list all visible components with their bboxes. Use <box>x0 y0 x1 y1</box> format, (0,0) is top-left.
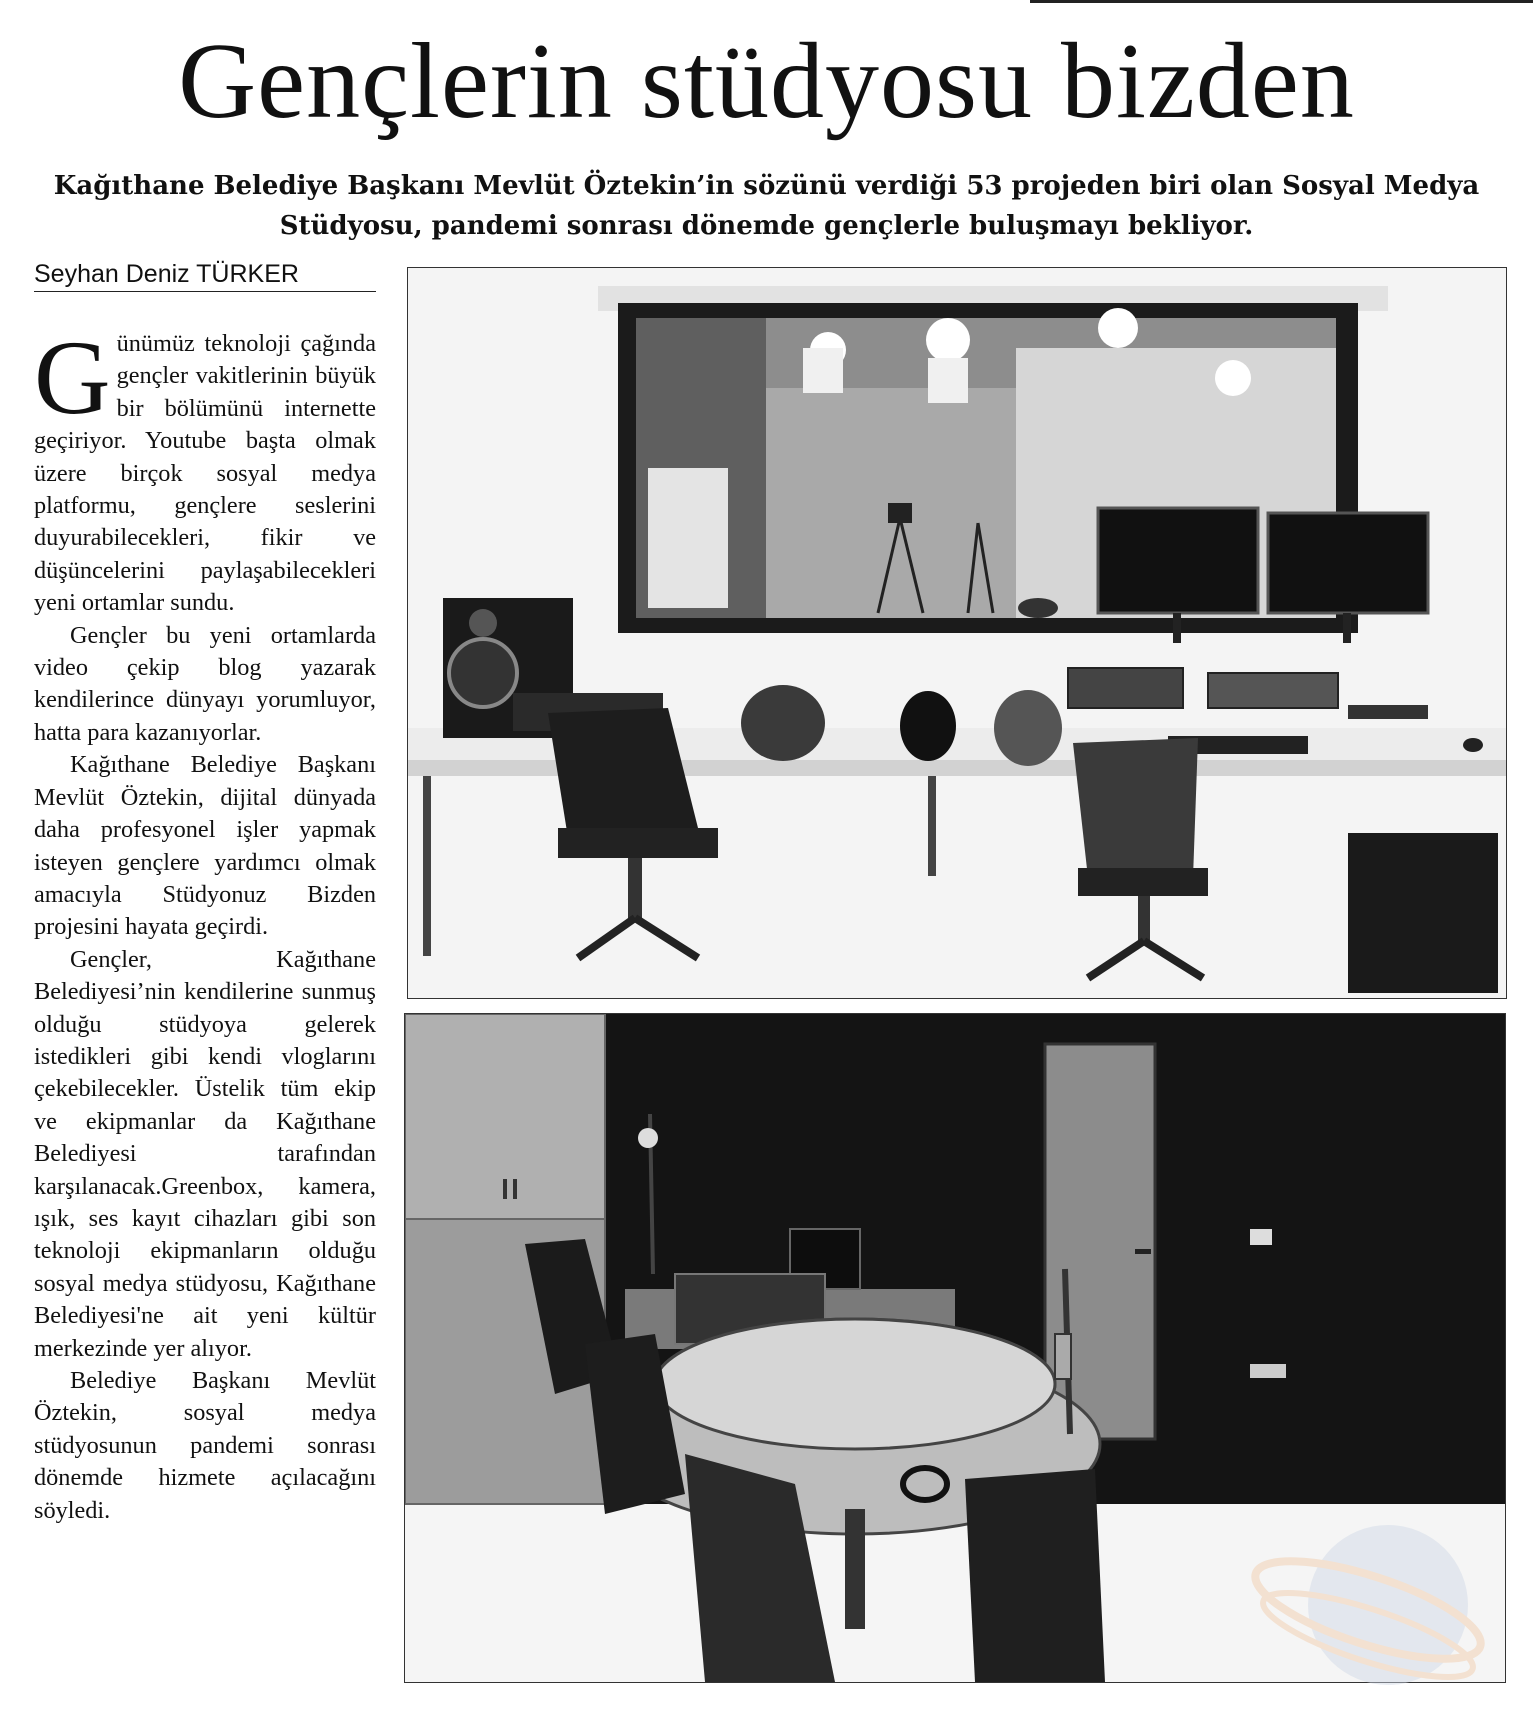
paragraph-1 <box>34 319 376 620</box>
paragraph-5: Belediye Başkanı Mevlüt Öztekin, sosyal medya stüdyosunun pandemi sonrası dönemde hizmete açılacağını söyledi. <box>34 1367 376 1524</box>
paragraph-4: Gençler, Kağıthane Belediyesi’nin kendilerine sunmuş olduğu stüdyoya gelerek istedikleri gibi kendi vloglarını çekebilecekler. Üstelik tüm ekip ve ekipmanlar da Kağıthane Belediyesi tarafından karşılanacak.Greenbox, kamera, ışık, ses kayıt cihazları gibi son teknoloji ekipmanların olduğu sosyal medya stüdyosu, Kağıthane Belediyesi'ne ait yeni kültür merkezinde yer alıyor. <box>34 945 376 1362</box>
headline: Gençlerin stüdyosu bizden <box>178 22 1355 141</box>
subheadline: Kağıthane Belediye Başkanı Mevlüt Öztekin’in sözünü verdiği 53 projeden biri olan Sosyal Medya Stüdyosu, pandemi sonrası dönemde gençlerle buluşmayı bekliyor. <box>53 171 1480 241</box>
control-room-illustration <box>408 268 1506 998</box>
paragraph-1-text: ünümüz teknoloji çağında gençler vakitlerinin büyük bir bölümünü internette geçiriyor. Youtube başta olmak üzere birçok sosyal medya platformu, gençlere seslerini duyurabilecekleri, fikir ve düşüncelerini paylaşabilecekleri yeni ortamlar sundu. <box>34 330 376 617</box>
drop-cap: G <box>34 319 111 436</box>
paragraph-2: Gençler bu yeni ortamlarda video çekip blog yazarak kendilerince dünyayı yorumluyor, hatta para kazanıyorlar. <box>34 621 376 746</box>
control-room-photo <box>407 267 1507 999</box>
top-rule <box>1030 0 1533 3</box>
article-body <box>34 319 376 1527</box>
planet-watermark-icon <box>1248 1495 1488 1715</box>
byline: Seyhan Deniz TÜRKER <box>34 258 376 292</box>
paragraph-3: Kağıthane Belediye Başkanı Mevlüt Öztekin, dijital dünyada daha profesyonel işler yapmak isteyen gençlere yardımcı olmak amacıyla Stüdyonuz Bizden projesini hayata geçirdi. <box>34 751 376 941</box>
